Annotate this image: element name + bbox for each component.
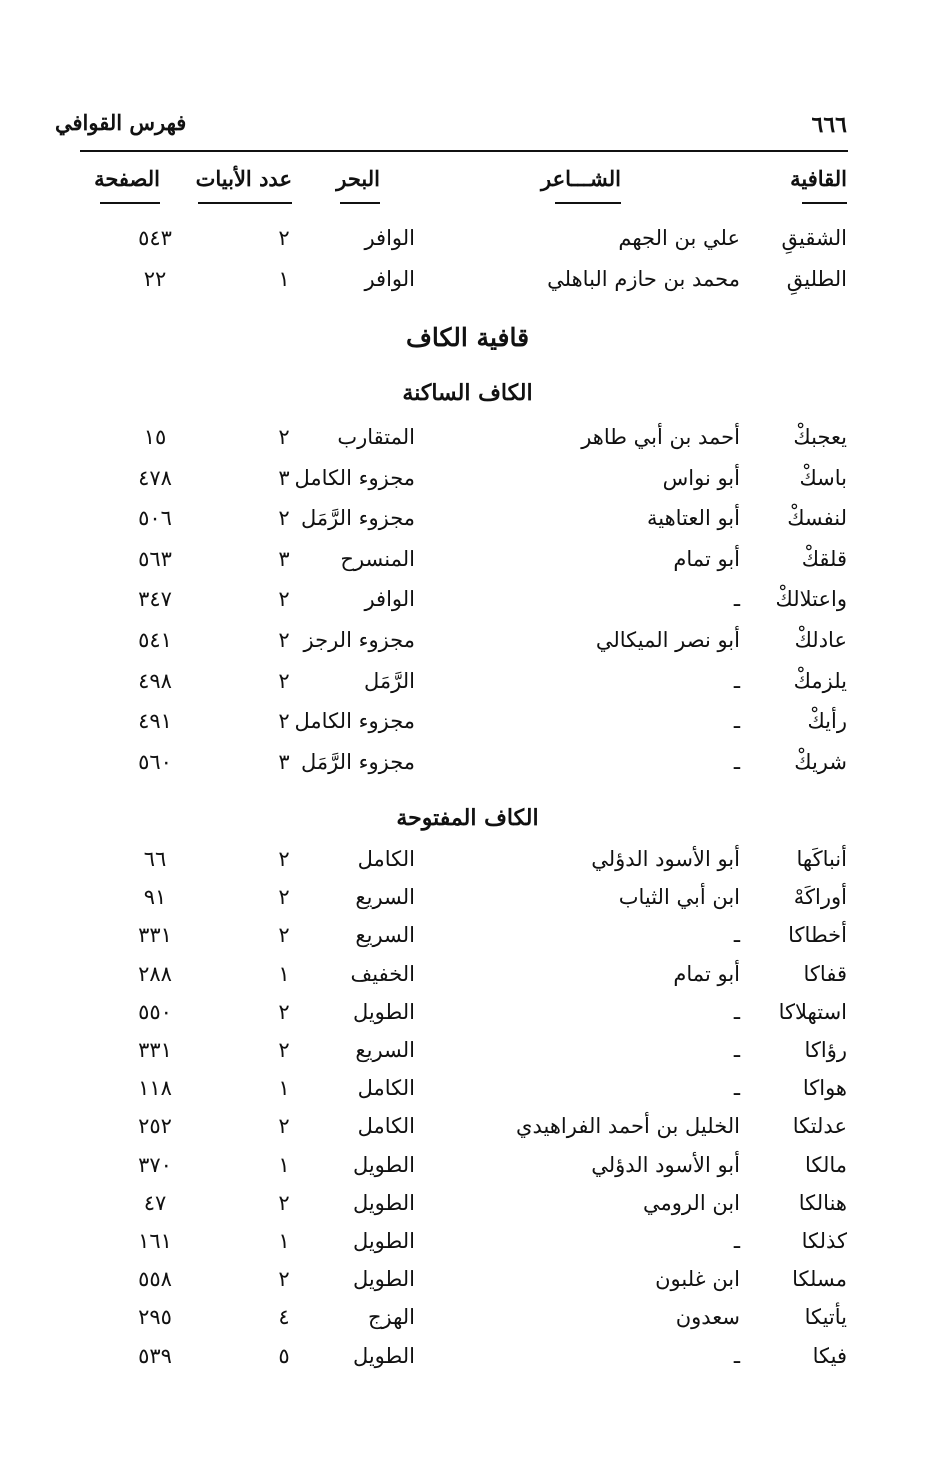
page-cell: ١٦١ <box>138 1229 172 1253</box>
page-cell: ٥٥٨ <box>138 1267 172 1292</box>
page-cell: ٣٧٠ <box>138 1152 172 1177</box>
rhyme-cell: عدلتكا <box>792 1114 847 1139</box>
column-underline-count <box>198 202 292 204</box>
rhyme-cell: واعتلالكْ <box>775 587 847 612</box>
rhyme-cell: استهلاكا <box>778 999 847 1024</box>
table-row <box>0 628 950 664</box>
poet-cell: أبو تمام <box>673 546 740 571</box>
count-cell: ٥ <box>278 1343 290 1368</box>
poet-cell: أبو نصر الميكالي <box>595 628 740 652</box>
table-row <box>0 669 950 705</box>
page-cell: ٣٤٧ <box>138 587 172 612</box>
table-row <box>0 1191 950 1227</box>
poet-cell: ـ <box>733 999 740 1024</box>
poet-cell: ابن أبي الثياب <box>618 885 740 910</box>
page-cell: ٢٥٢ <box>138 1114 172 1139</box>
rhyme-cell: مالكا <box>804 1152 847 1177</box>
poet-cell: ـ <box>733 1038 740 1062</box>
count-cell: ٣ <box>278 465 290 490</box>
poet-cell: أحمد بن أبي طاهر <box>581 425 740 449</box>
page-number: ٦٦٦ <box>811 112 847 138</box>
page-cell: ٣٣١ <box>138 1038 172 1062</box>
page-cell: ٤٧ <box>143 1190 167 1215</box>
rhyme-cell: أخطاكا <box>788 923 847 948</box>
page-cell: ٤٩٨ <box>138 668 172 693</box>
page-cell: ٥٠٦ <box>138 506 172 531</box>
count-cell: ٢ <box>278 668 290 693</box>
count-cell: ٤ <box>278 1305 290 1330</box>
count-cell: ٣ <box>278 749 290 774</box>
page-cell: ٥٦٣ <box>138 546 172 571</box>
rhyme-cell: فيكا <box>812 1343 847 1368</box>
meter-cell: مجزوء الرَّمَل <box>300 749 415 774</box>
table-row <box>0 750 950 786</box>
meter-cell: مجزوء الرجز <box>303 628 415 652</box>
poet-cell: أبو تمام <box>673 961 740 986</box>
count-cell: ٢ <box>278 847 290 871</box>
page-cell: ٩١ <box>143 885 167 910</box>
column-header-page: الصفحة <box>94 166 160 191</box>
poet-cell: ـ <box>733 668 740 693</box>
page-cell: ٥٣٩ <box>138 1343 172 1368</box>
meter-cell: الطويل <box>352 1343 415 1368</box>
column-header-poet: الشـــاعر <box>541 166 621 191</box>
count-cell: ٢ <box>278 587 290 612</box>
column-underline-meter <box>340 202 380 204</box>
page-cell: ٤٧٨ <box>138 465 172 490</box>
meter-cell: السريع <box>355 1038 415 1062</box>
rhyme-cell: الشقيقِ <box>781 226 847 250</box>
rhyme-cell: يأتيكا <box>804 1305 847 1330</box>
count-cell: ٢ <box>278 999 290 1024</box>
column-header-meter: البحر <box>336 166 380 191</box>
count-cell: ١ <box>278 1229 290 1253</box>
rhyme-cell: عادلكْ <box>794 628 847 652</box>
poet-cell: ـ <box>733 709 740 734</box>
rhyme-cell: شريكْ <box>794 749 847 774</box>
page-cell: ٢٩٥ <box>138 1305 172 1330</box>
page-cell: ١١٨ <box>138 1076 172 1101</box>
table-row <box>0 1000 950 1036</box>
count-cell: ١ <box>278 267 290 291</box>
poet-cell: محمد بن حازم الباهلي <box>547 267 740 291</box>
poet-cell: الخليل بن أحمد الفراهيدي <box>516 1114 740 1139</box>
rhyme-cell: قلقكْ <box>801 546 847 571</box>
meter-cell: الكامل <box>357 847 415 871</box>
meter-cell: الكامل <box>357 1114 415 1139</box>
count-cell: ٢ <box>278 425 290 449</box>
table-row <box>0 923 950 959</box>
page-cell: ٦٦ <box>143 847 167 871</box>
poet-cell: ابن الرومي <box>642 1190 740 1215</box>
table-row <box>0 1038 950 1074</box>
rhyme-cell: يعجبكْ <box>793 425 847 449</box>
table-row <box>0 267 950 303</box>
rhyme-cell: رأيكْ <box>807 709 847 734</box>
page-cell: ٥٦٠ <box>138 749 172 774</box>
table-row <box>0 1344 950 1380</box>
rhyme-cell: أوراكَهْ <box>793 885 847 910</box>
page-cell: ٤٩١ <box>138 709 172 734</box>
table-row <box>0 1114 950 1150</box>
poet-cell: ابن غلبون <box>655 1267 740 1292</box>
meter-cell: الكامل <box>357 1076 415 1101</box>
rhyme-cell: كذلكا <box>801 1229 847 1253</box>
poet-cell: علي بن الجهم <box>618 226 740 250</box>
table-row <box>0 1267 950 1303</box>
meter-cell: الخفيف <box>350 961 415 986</box>
count-cell: ٢ <box>278 1114 290 1139</box>
column-header-count: عدد الأبيات <box>195 166 292 191</box>
table-row <box>0 226 950 262</box>
count-cell: ١ <box>278 1152 290 1177</box>
table-row <box>0 1153 950 1189</box>
meter-cell: الوافر <box>364 587 415 612</box>
count-cell: ٢ <box>278 1038 290 1062</box>
page-cell: ٢٢ <box>143 267 167 291</box>
meter-cell: مجزوء الرَّمَل <box>300 506 415 531</box>
poet-cell: أبو الأسود الدؤلي <box>591 1152 740 1177</box>
column-underline-page <box>100 202 160 204</box>
meter-cell: المنسرح <box>340 546 415 571</box>
rhyme-cell: الطليقِ <box>786 267 847 291</box>
table-row <box>0 506 950 542</box>
page-cell: ٢٨٨ <box>138 961 172 986</box>
meter-cell: مجزوء الكامل <box>294 709 415 734</box>
page-cell: ٥٤١ <box>138 628 172 652</box>
count-cell: ٢ <box>278 885 290 910</box>
count-cell: ٢ <box>278 226 290 250</box>
poet-cell: ـ <box>733 749 740 774</box>
poet-cell: ـ <box>733 1343 740 1368</box>
rhyme-cell: باسكْ <box>799 465 847 490</box>
meter-cell: السريع <box>355 885 415 910</box>
poet-cell: أبو نواس <box>662 465 740 490</box>
rhyme-cell: هواكا <box>802 1076 847 1101</box>
rhyme-cell: لنفسكْ <box>787 506 847 531</box>
column-underline-poet <box>555 202 621 204</box>
header-rule <box>80 150 848 152</box>
poet-cell: أبو الأسود الدؤلي <box>591 847 740 871</box>
subsection-title-maftuha: الكاف المفتوحة <box>396 805 539 831</box>
table-row <box>0 466 950 502</box>
table-row <box>0 885 950 921</box>
meter-cell: المتقارب <box>337 425 415 449</box>
count-cell: ٢ <box>278 628 290 652</box>
column-header-rhyme: القافية <box>790 166 847 191</box>
rhyme-cell: قفاكا <box>803 961 847 986</box>
count-cell: ١ <box>278 961 290 986</box>
table-row <box>0 547 950 583</box>
meter-cell: الطويل <box>352 1152 415 1177</box>
subsection-title-sakina: الكاف الساكنة <box>402 380 533 406</box>
poet-cell: أبو العتاهية <box>647 506 740 531</box>
count-cell: ٢ <box>278 1190 290 1215</box>
page-cell: ٥٤٣ <box>138 226 172 250</box>
table-row <box>0 425 950 461</box>
rhyme-cell: يلزمكْ <box>793 668 847 693</box>
table-row <box>0 1305 950 1341</box>
meter-cell: الطويل <box>352 1267 415 1292</box>
column-underline-rhyme <box>802 202 847 204</box>
meter-cell: الوافر <box>364 267 415 291</box>
count-cell: ٢ <box>278 506 290 531</box>
page-cell: ١٥ <box>143 425 167 449</box>
meter-cell: الرَّمَل <box>364 668 415 693</box>
page-cell: ٥٥٠ <box>138 999 172 1024</box>
rhyme-cell: هنالكا <box>798 1190 847 1215</box>
meter-cell: السريع <box>355 923 415 948</box>
count-cell: ٢ <box>278 709 290 734</box>
count-cell: ٣ <box>278 546 290 571</box>
table-row <box>0 1229 950 1265</box>
table-row <box>0 962 950 998</box>
meter-cell: الطويل <box>352 1190 415 1215</box>
poet-cell: ـ <box>733 923 740 948</box>
running-title: فهرس القوافي <box>55 110 187 135</box>
page-cell: ٣٣١ <box>138 923 172 948</box>
poet-cell: سعدون <box>675 1305 740 1330</box>
poet-cell: ـ <box>733 1229 740 1253</box>
table-row <box>0 1076 950 1112</box>
table-row <box>0 587 950 623</box>
poet-cell: ـ <box>733 1076 740 1101</box>
meter-cell: الهزج <box>367 1305 415 1330</box>
poet-cell: ـ <box>733 587 740 612</box>
meter-cell: الطويل <box>352 999 415 1024</box>
table-row <box>0 847 950 883</box>
rhyme-cell: أنباكَها <box>796 847 847 871</box>
meter-cell: الطويل <box>352 1229 415 1253</box>
rhyme-cell: مسلكا <box>792 1267 847 1292</box>
count-cell: ٢ <box>278 1267 290 1292</box>
meter-cell: مجزوء الكامل <box>294 465 415 490</box>
meter-cell: الوافر <box>364 226 415 250</box>
rhyme-cell: رؤاكا <box>804 1038 847 1062</box>
count-cell: ١ <box>278 1076 290 1101</box>
section-title: قافية الكاف <box>405 323 530 352</box>
count-cell: ٢ <box>278 923 290 948</box>
table-row <box>0 709 950 745</box>
